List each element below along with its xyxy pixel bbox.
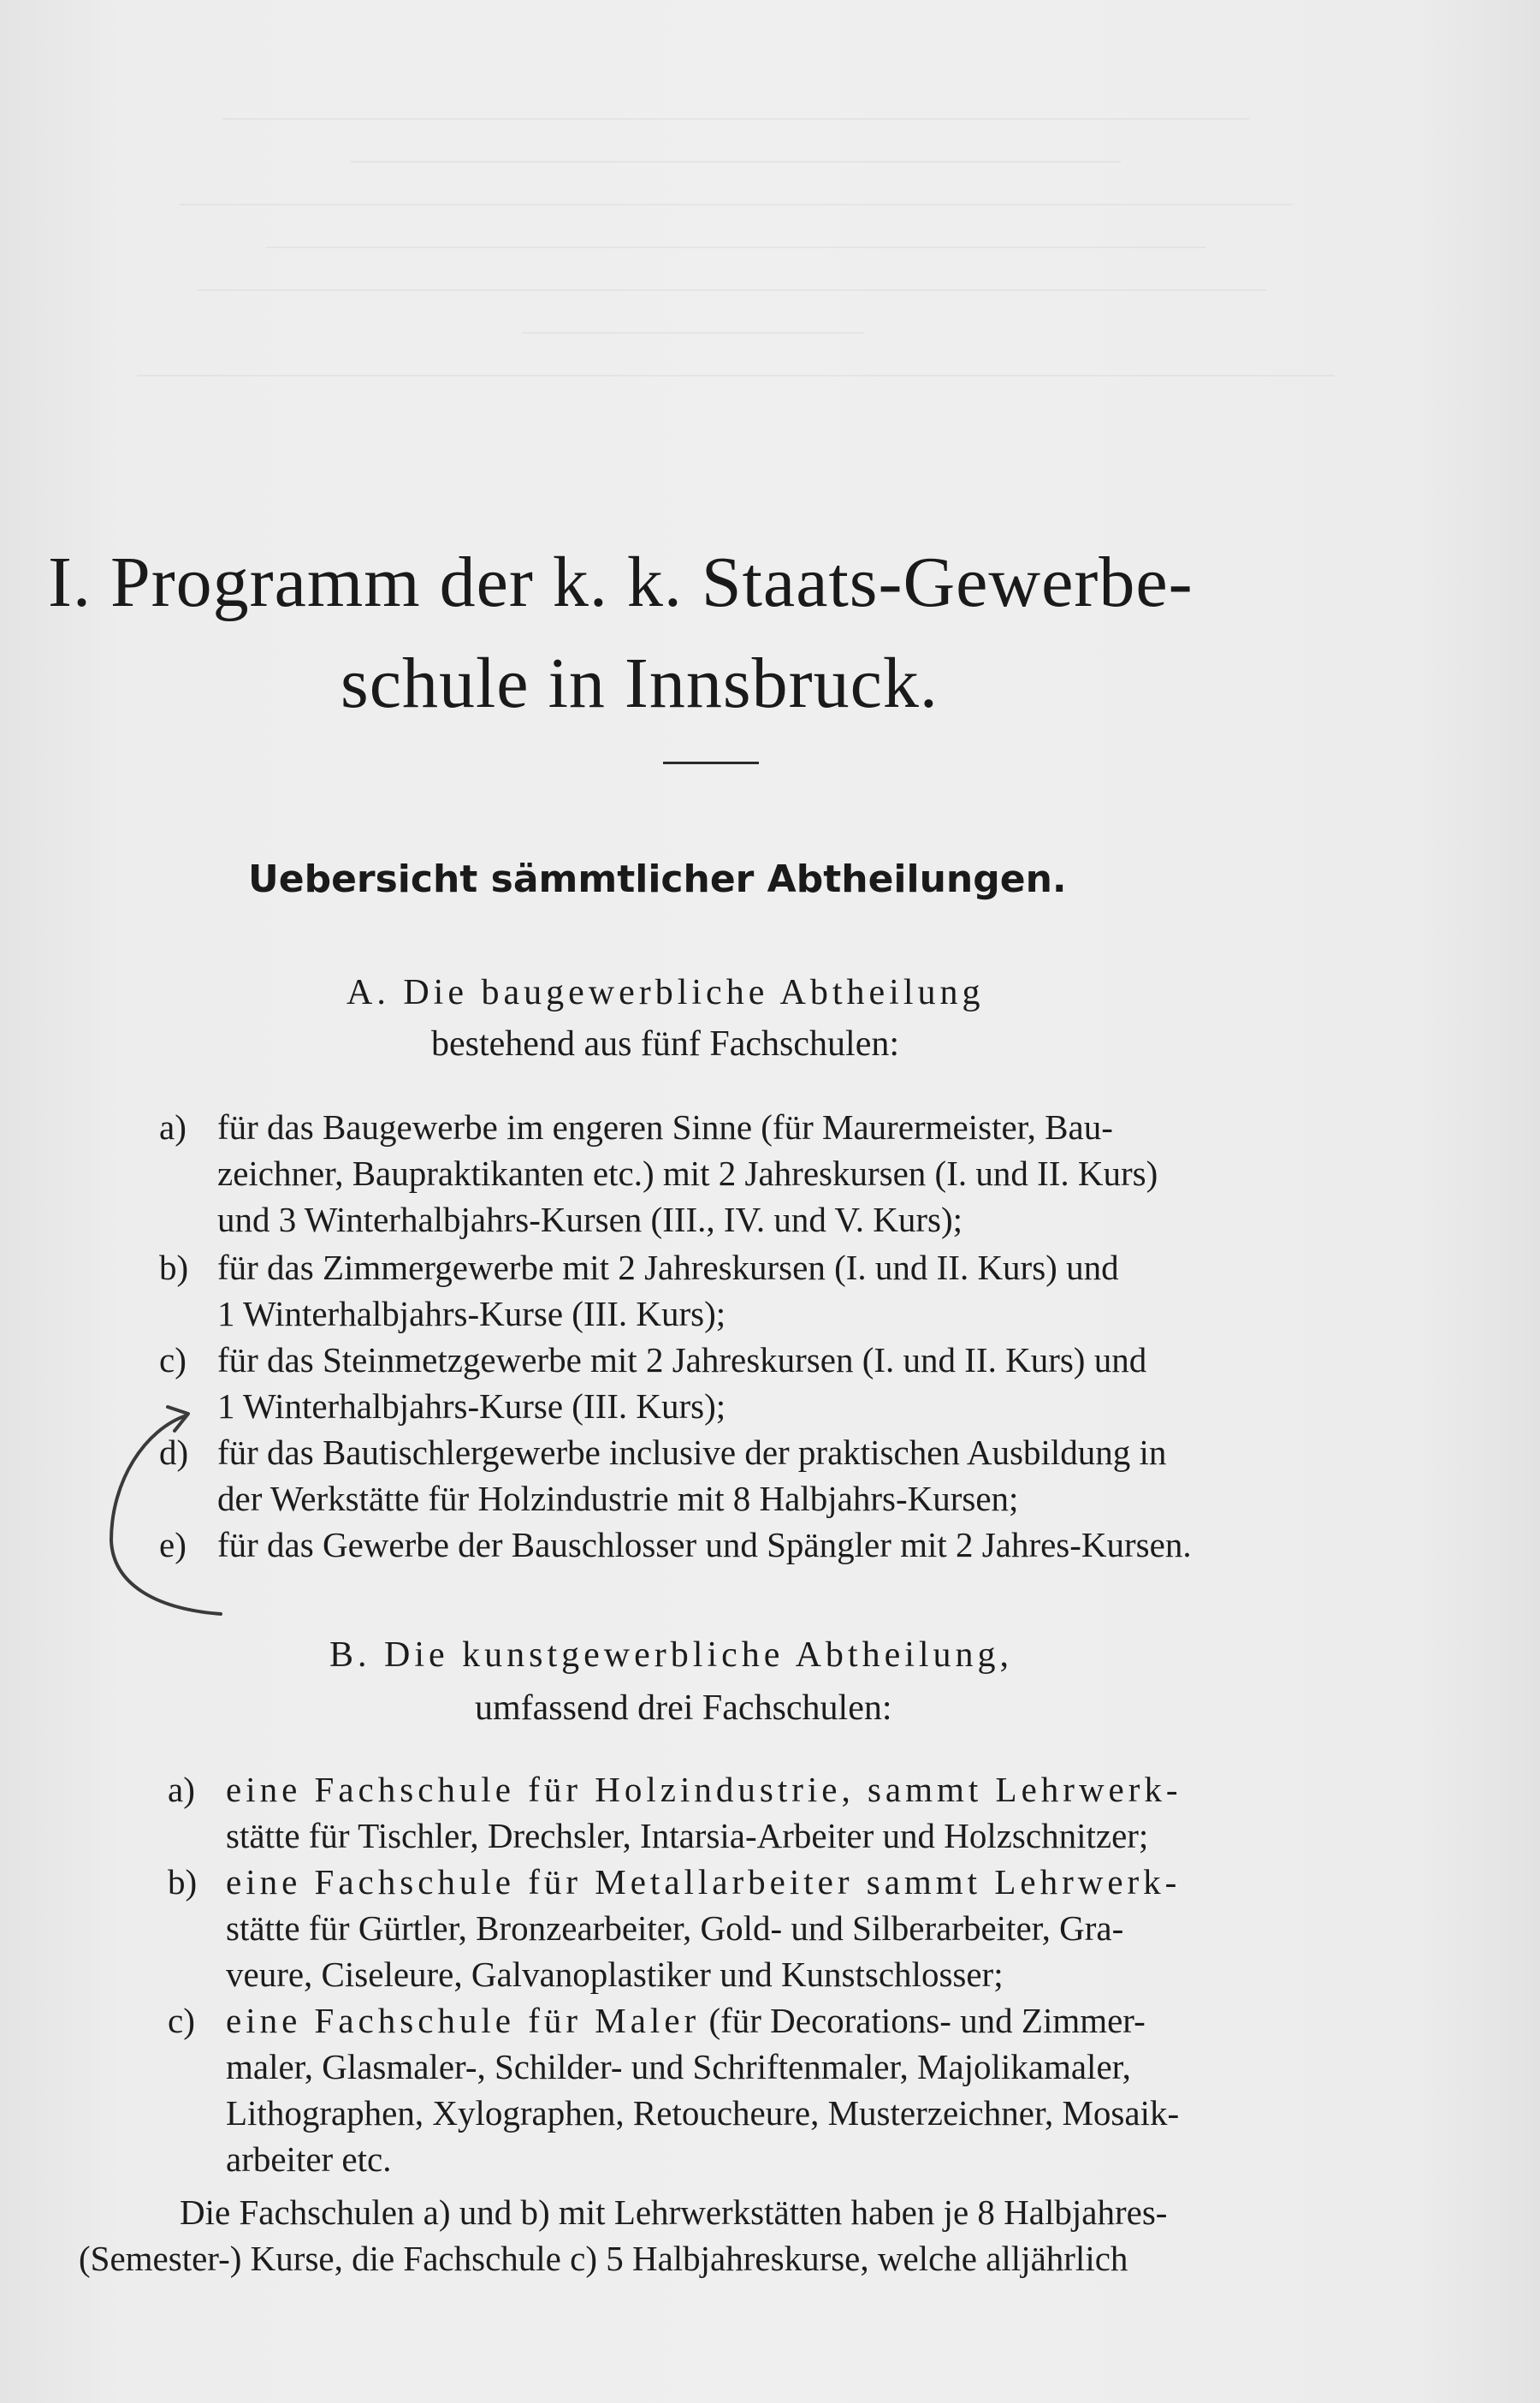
item-line-rest: sammt Lehrwerk- <box>854 1770 1182 1809</box>
closing-paragraph <box>79 2189 1167 2281</box>
section-a-item-d <box>159 1429 1166 1522</box>
item-emphasis: eine Fachschule für Holzindustrie, <box>226 1770 855 1809</box>
handwritten-bracket-arrow-icon <box>86 1395 248 1635</box>
item-line: und 3 Winterhalbjahrs-Kursen (III., IV. und V. Kurs); <box>217 1200 962 1239</box>
section-a-title: A. Die baugewerbliche Abtheilung <box>346 973 985 1012</box>
section-b-item-c <box>168 1997 1179 2182</box>
item-label: c) <box>168 2001 195 2040</box>
item-line: arbeiter etc. <box>226 2139 392 2179</box>
section-a-subtitle: bestehend aus fünf Fachschulen: <box>431 1024 900 1064</box>
bleed-through-texture <box>51 77 1420 436</box>
item-label: b) <box>159 1248 189 1287</box>
item-line: für das Gewerbe der Bauschlosser und Spängler mit 2 Jahres-Kursen. <box>217 1525 1192 1564</box>
section-a-item-e <box>159 1522 1192 1568</box>
page-title-line-2: schule in Innsbruck. <box>341 644 939 723</box>
item-line: Lithographen, Xylographen, Retoucheure, Musterzeichner, Mosaik- <box>226 2093 1180 2133</box>
section-a-item-c <box>159 1337 1146 1429</box>
item-label: e) <box>159 1525 187 1564</box>
section-heading: Uebersicht sämmtlicher Abtheilungen. <box>248 857 1067 901</box>
item-line: zeichner, Baupraktikanten etc.) mit 2 Jahreskursen (I. und II. Kurs) <box>217 1154 1158 1193</box>
paragraph-line: Die Fachschulen a) und b) mit Lehrwerkstätten haben je 8 Halbjahres- <box>180 2192 1168 2232</box>
item-line: maler, Glasmaler-, Schilder- und Schriftenmaler, Majolikamaler, <box>226 2047 1131 2086</box>
item-line: 1 Winterhalbjahrs-Kurse (III. Kurs); <box>217 1386 726 1426</box>
item-line-rest: sammt Lehrwerk- <box>853 1862 1182 1902</box>
item-line: stätte für Gürtler, Bronzearbeiter, Gold- und Silberarbeiter, Gra- <box>226 1908 1124 1948</box>
item-label: a) <box>168 1770 195 1809</box>
section-b-item-a <box>168 1766 1182 1859</box>
item-label: d) <box>159 1433 189 1472</box>
item-emphasis: eine Fachschule für Metallarbeiter <box>226 1862 854 1902</box>
section-b-item-b <box>168 1859 1181 1997</box>
item-line: stätte für Tischler, Drechsler, Intarsia-Arbeiter und Holzschnitzer; <box>226 1816 1149 1855</box>
item-line: 1 Winterhalbjahrs-Kurse (III. Kurs); <box>217 1294 726 1333</box>
item-line: für das Zimmergewerbe mit 2 Jahreskursen (I. und II. Kurs) und <box>217 1248 1119 1287</box>
item-label: b) <box>168 1862 198 1902</box>
item-line: für das Bautischlergewerbe inclusive der praktischen Ausbildung in <box>217 1433 1167 1472</box>
title-divider <box>663 762 759 764</box>
item-line: veure, Ciseleure, Galvanoplastiker und Kunstschlosser; <box>226 1955 1004 1994</box>
item-emphasis: eine Fachschule für Maler <box>226 2001 701 2040</box>
item-line: der Werkstätte für Holzindustrie mit 8 Halbjahrs-Kursen; <box>217 1479 1019 1518</box>
paragraph-line: (Semester-) Kurse, die Fachschule c) 5 Halbjahreskurse, welche alljährlich <box>79 2239 1128 2278</box>
page-title-line-1: I. Programm der k. k. Staats-Gewerbe- <box>48 543 1194 622</box>
section-b-title: B. Die kunstgewerbliche Abtheilung, <box>329 1635 1014 1675</box>
item-label: a) <box>159 1107 187 1147</box>
page-title <box>48 532 1417 734</box>
item-line: für das Baugewerbe im engeren Sinne (für Maurermeister, Bau- <box>217 1107 1113 1147</box>
item-label: c) <box>159 1340 187 1380</box>
section-b-subtitle: umfassend drei Fachschulen: <box>475 1688 892 1728</box>
section-a-item-a <box>159 1104 1158 1243</box>
item-line-rest: (für Decorations- und Zimmer- <box>700 2001 1146 2040</box>
section-a-item-b <box>159 1244 1119 1337</box>
item-line: für das Steinmetzgewerbe mit 2 Jahreskursen (I. und II. Kurs) und <box>217 1340 1147 1380</box>
